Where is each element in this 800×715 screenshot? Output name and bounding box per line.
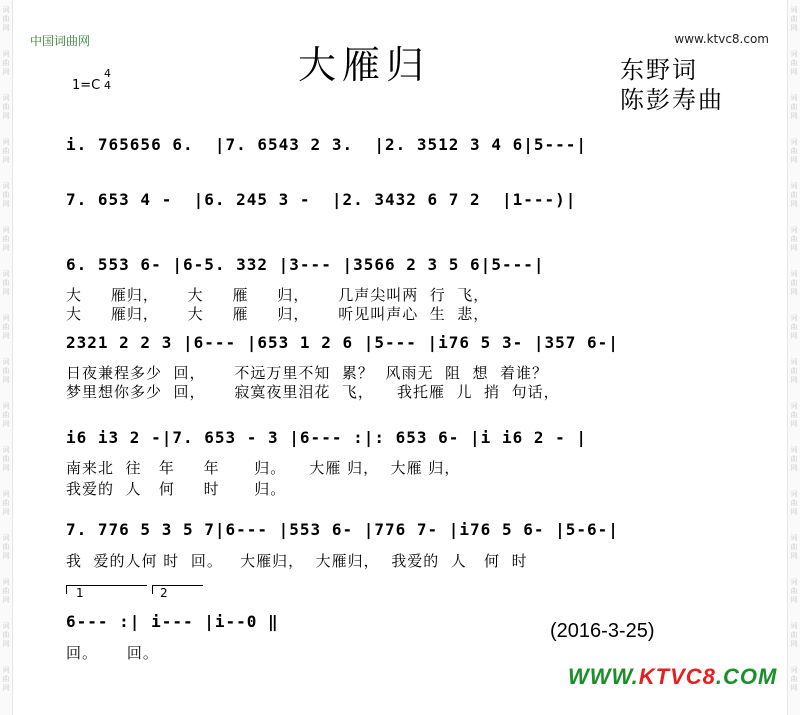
side-watermark: 词 曲 网 <box>2 666 10 692</box>
lyric-line-2b: 梦里想你多少 回， 寂寞夜里泪花 飞， 我托雁 儿 捎 句话， <box>66 383 560 401</box>
song-title: 大雁归 <box>298 43 431 87</box>
date-stamp: (2016-3-25) <box>550 620 655 642</box>
side-watermark: 词 曲 网 <box>2 446 10 472</box>
side-watermark: 词 曲 网 <box>2 138 10 164</box>
side-watermark: 词 曲 网 <box>2 182 10 208</box>
side-watermark: 词 曲 网 <box>2 534 10 560</box>
score-line-5: i6 i3 2 -|7. 653 - 3 |6--- :|: 653 6- |i i6 2 - | <box>66 428 588 447</box>
side-watermark: 词 曲 网 <box>790 314 798 340</box>
side-watermark: 词 曲 网 <box>2 358 10 384</box>
side-watermark: 词 曲 网 <box>790 182 798 208</box>
second-ending-number: 2 <box>160 586 168 600</box>
lyricist-credit: 东野词 <box>620 56 698 84</box>
side-watermark: 词 曲 网 <box>790 50 798 76</box>
composer-credit: 陈彭寿曲 <box>620 86 724 114</box>
first-ending-number: 1 <box>76 586 84 600</box>
side-watermark: 词 曲 网 <box>790 402 798 428</box>
score-line-1: i. 765656 6. |7. 6543 2 3. |2. 3512 3 4 6|5---| <box>66 135 588 154</box>
side-watermark: 词 曲 网 <box>790 446 798 472</box>
side-watermark: 词 曲 网 <box>2 314 10 340</box>
lyric-line-1a: 大 雁归， 大 雁 归， 几声尖叫两 行 飞， <box>66 286 490 304</box>
side-watermark: 词 曲 网 <box>790 6 798 32</box>
key-signature: 1=C <box>72 78 101 93</box>
site-name-left: 中国词曲网 <box>30 34 91 48</box>
side-watermark: 词 曲 网 <box>790 270 798 296</box>
score-line-7: 6--- :| i--- |i--0 ‖ <box>66 612 279 631</box>
side-watermark: 词 曲 网 <box>2 50 10 76</box>
side-watermark: 词 曲 网 <box>2 226 10 252</box>
side-watermark: 词 曲 网 <box>2 622 10 648</box>
site-url-right: www.ktvc8.com <box>674 32 769 46</box>
side-watermark: 词 曲 网 <box>2 6 10 32</box>
lyric-line-3b: 我爱的 人 何 时 归。 <box>66 480 287 498</box>
side-watermark: 词 曲 网 <box>790 490 798 516</box>
side-watermark: 词 曲 网 <box>2 490 10 516</box>
lyric-line-5: 回。 回。 <box>66 644 159 662</box>
score-line-3: 6. 553 6- |6-5. 332 |3--- |3566 2 3 5 6|5---| <box>66 255 545 274</box>
score-line-6: 7. 776 5 3 5 7|6--- |553 6- |776 7- |i76 5 6- |5-6-| <box>66 520 619 539</box>
lyric-line-2a: 日夜兼程多少 回， 不远万里不知 累？ 风雨无 阻 想 着谁？ <box>66 364 549 382</box>
lyric-line-1b: 大 雁归， 大 雁 归， 听见叫声心 生 悲， <box>66 305 490 323</box>
time-signature: 4 4 <box>104 67 111 92</box>
side-watermark: 词 曲 网 <box>790 578 798 604</box>
side-watermark: 词 曲 网 <box>790 94 798 120</box>
side-watermark: 词 曲 网 <box>790 534 798 560</box>
side-watermark: 词 曲 网 <box>2 578 10 604</box>
lyric-line-3a: 南来北 往 年 年 归。 大雁 归， 大雁 归， <box>66 459 461 477</box>
side-watermark: 词 曲 网 <box>790 138 798 164</box>
score-line-4: 2321 2 2 3 |6--- |653 1 2 6 |5--- |i76 5 3- |357 6-| <box>66 333 619 352</box>
side-watermark: 词 曲 网 <box>2 94 10 120</box>
side-watermark: 词 曲 网 <box>790 358 798 384</box>
lyric-line-4: 我 爱的人何 时 回。 大雁归， 大雁归， 我爱的 人 何 时 <box>66 552 528 570</box>
side-watermark: 词 曲 网 <box>2 402 10 428</box>
score-line-2: 7. 653 4 - |6. 245 3 - |2. 3432 6 7 2 |1---)| <box>66 190 577 209</box>
side-watermark: 词 曲 网 <box>790 666 798 692</box>
side-watermark: 词 曲 网 <box>790 226 798 252</box>
side-watermark: 词 曲 网 <box>2 270 10 296</box>
brand-logo: WWW.KTVC8.COM <box>568 664 778 689</box>
side-watermark: 词 曲 网 <box>790 622 798 648</box>
